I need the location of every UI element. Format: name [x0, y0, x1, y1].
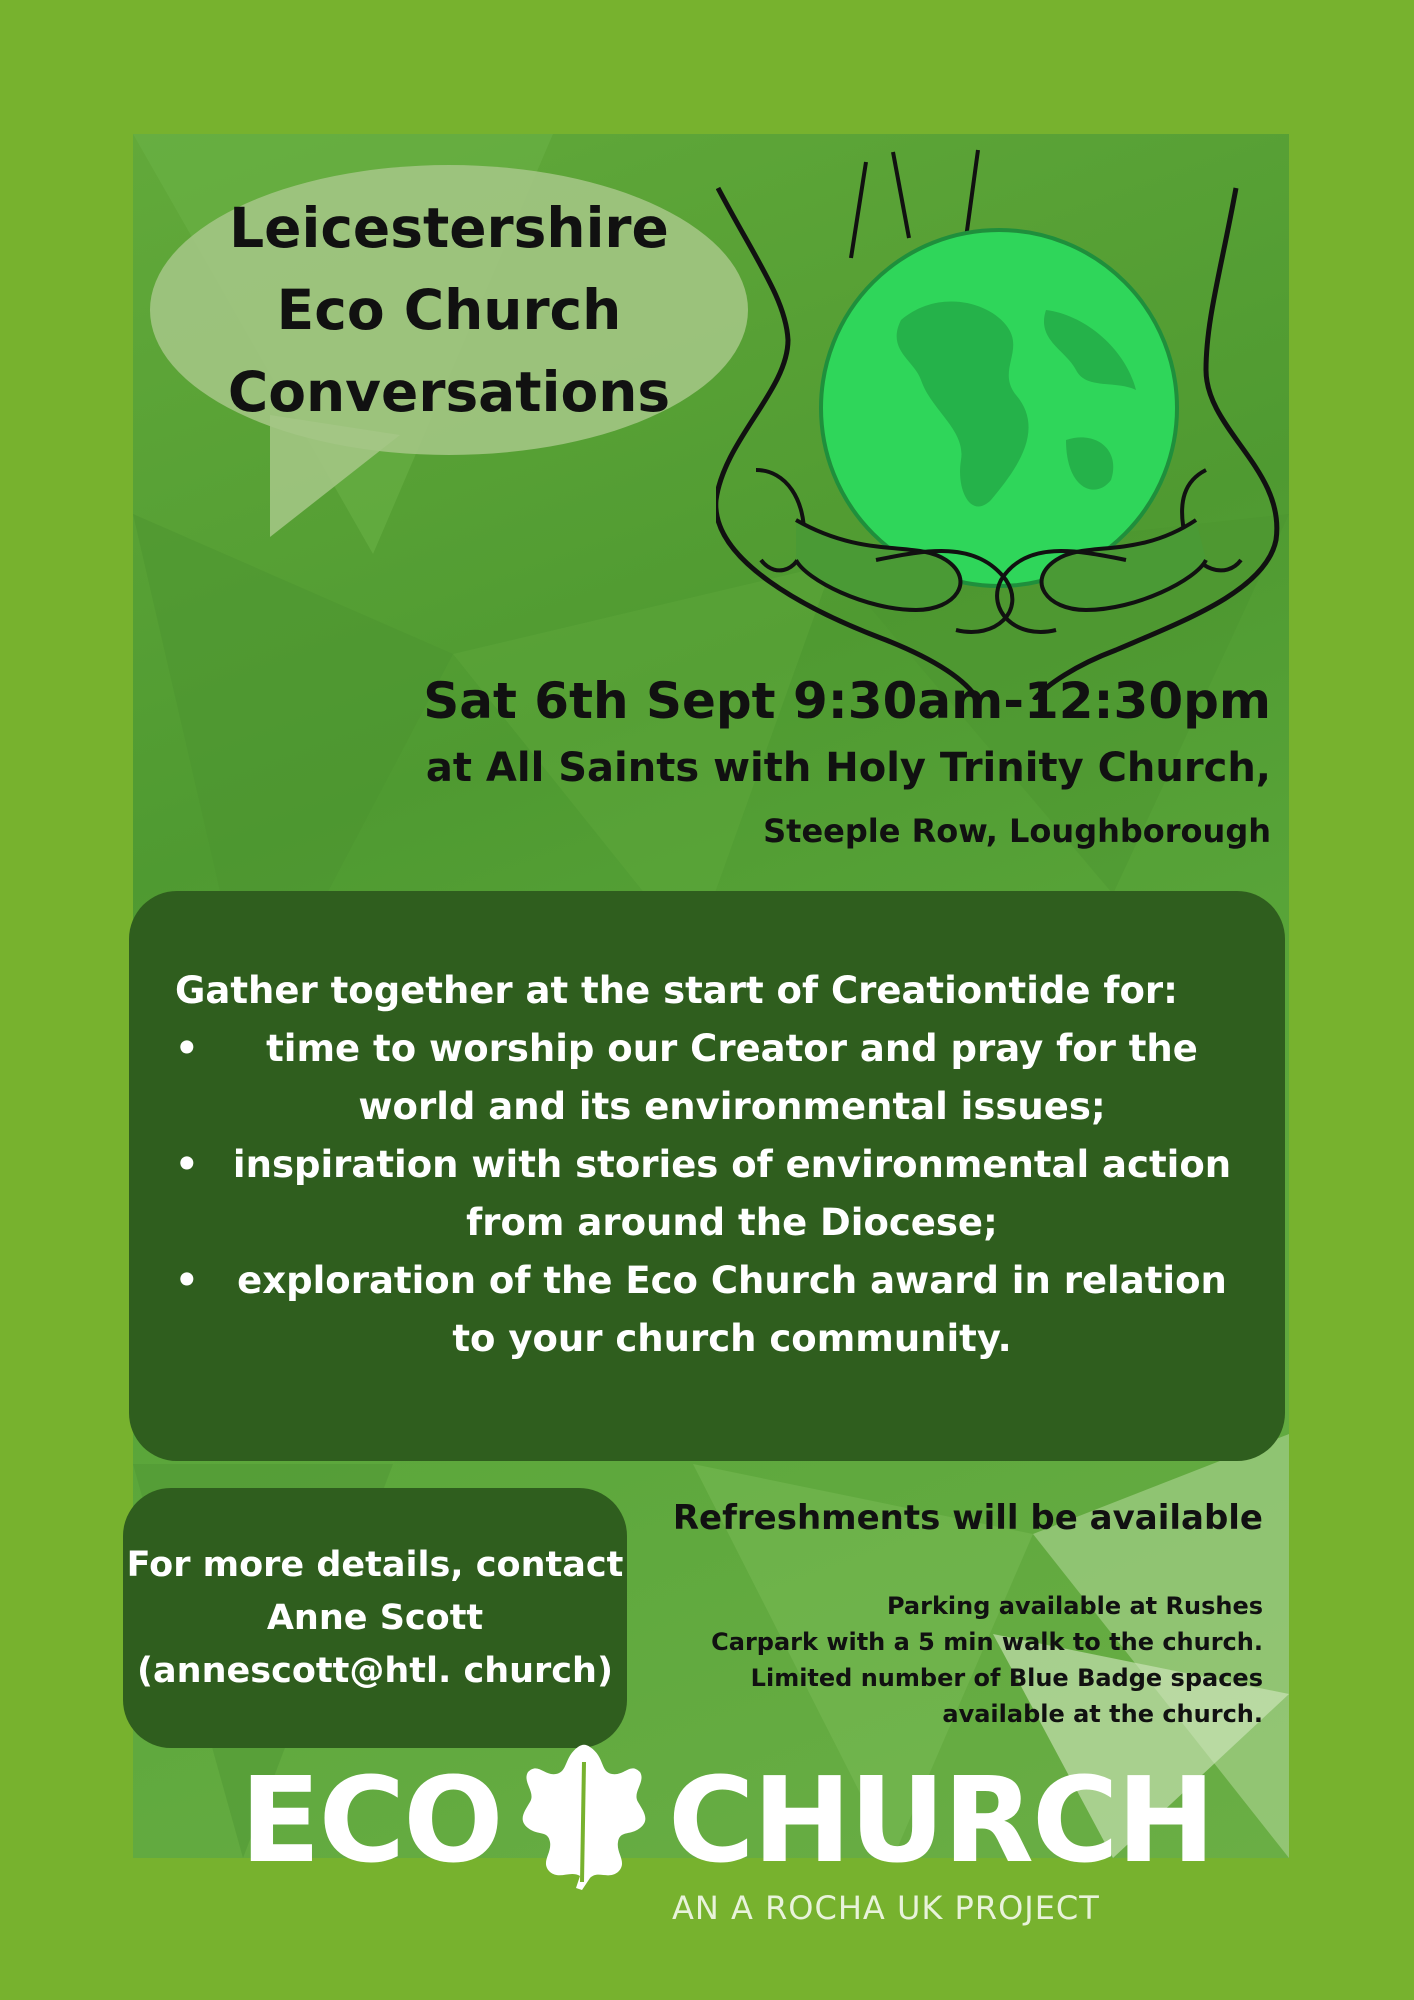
- parking-line-2: Carpark with a 5 min walk to the church.: [711, 1628, 1263, 1656]
- item-line: from around the Diocese;: [466, 1201, 998, 1244]
- item-line: world and its environmental issues;: [358, 1085, 1106, 1128]
- bubble-title: [150, 187, 748, 433]
- contact-email[interactable]: (annescott@htl. church): [137, 1650, 613, 1691]
- event-street: Steeple Row, Loughborough: [763, 812, 1271, 850]
- list-item: [175, 1020, 1249, 1136]
- logo-word-eco: ECO: [240, 1751, 502, 1889]
- logo-word-church: CHURCH: [668, 1751, 1214, 1889]
- speech-bubble: [150, 165, 748, 450]
- logo-tagline: AN A ROCHA UK PROJECT: [672, 1889, 1100, 1927]
- list-item: [175, 1136, 1249, 1252]
- parking-line-4: available at the church.: [942, 1700, 1263, 1728]
- list-item: [175, 1252, 1249, 1368]
- item-line: time to worship our Creator and pray for the: [266, 1027, 1198, 1070]
- info-box: [129, 891, 1285, 1461]
- item-line: to your church community.: [452, 1317, 1012, 1360]
- parking-line-1: Parking available at Rushes: [886, 1592, 1263, 1620]
- refreshments-note: Refreshments will be available: [672, 1498, 1263, 1538]
- bullet-icon: •: [175, 1027, 199, 1070]
- hands-holding-globe-icon: [716, 140, 1289, 700]
- contact-line-1: For more details, contact: [126, 1544, 624, 1585]
- contact-name: Anne Scott: [266, 1597, 484, 1638]
- info-list: [175, 1020, 1249, 1368]
- bullet-icon: •: [175, 1143, 199, 1186]
- bullet-icon: •: [175, 1259, 199, 1302]
- item-line: inspiration with stories of environmental action: [232, 1143, 1232, 1186]
- event-venue: at All Saints with Holy Trinity Church,: [425, 745, 1271, 791]
- title-line-2: Eco Church: [276, 278, 622, 342]
- parking-note: [643, 1588, 1263, 1732]
- contact-box: [123, 1488, 627, 1748]
- oak-leaf-icon: [520, 1742, 650, 1892]
- info-lead: Gather together at the start of Creationtide for:: [175, 969, 1178, 1012]
- item-line: exploration of the Eco Church award in relation: [237, 1259, 1227, 1302]
- event-date-time: Sat 6th Sept 9:30am-12:30pm: [423, 672, 1271, 730]
- title-line-3: Conversations: [227, 360, 671, 424]
- parking-line-3: Limited number of Blue Badge spaces: [750, 1664, 1263, 1692]
- title-line-1: Leicestershire: [229, 196, 669, 260]
